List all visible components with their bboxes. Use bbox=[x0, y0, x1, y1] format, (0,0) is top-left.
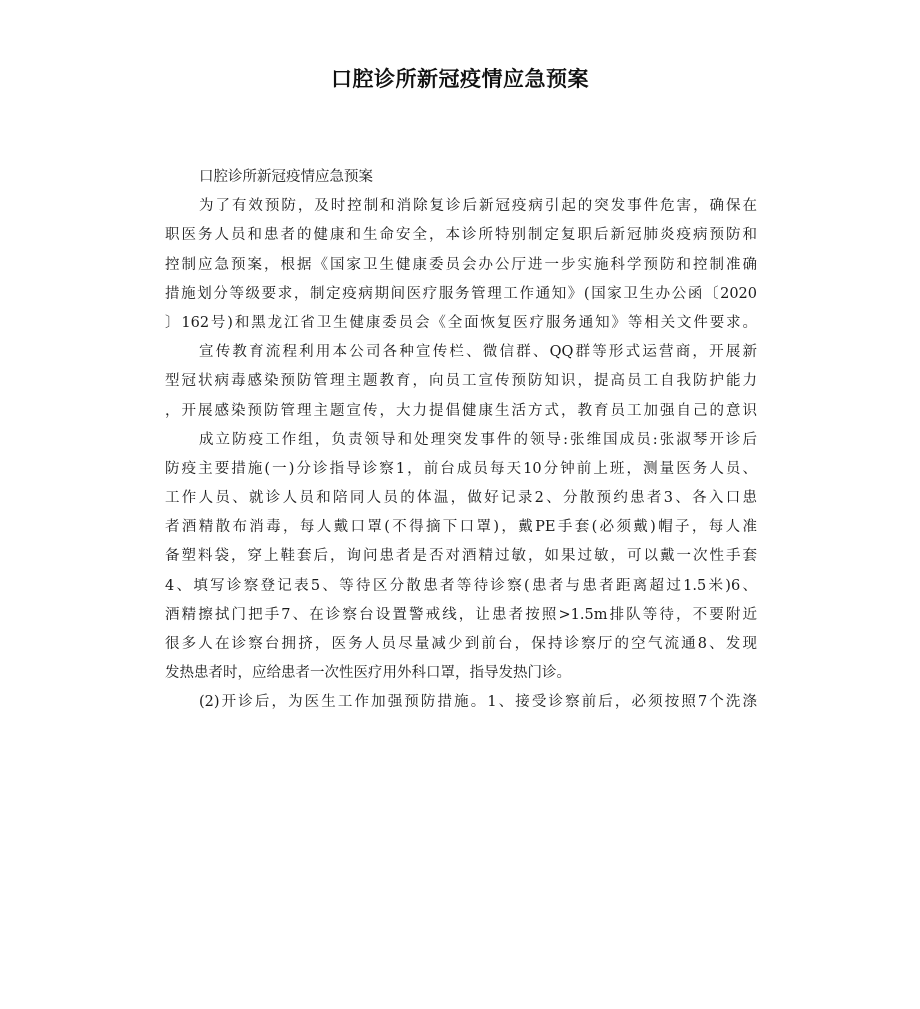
text-line: 控制应急预案，根据《国家卫生健康委员会办公厅进一步实施科学预防和控制准确 bbox=[165, 256, 757, 273]
text-line: 型冠状病毒感染预防管理主题教育，向员工宣传预防知识，提高员工自我防护能力 bbox=[165, 373, 757, 390]
text-line: ，开展感染预防管理主题宣传，大力提倡健康生活方式，教育员工加强自己的意识 bbox=[165, 402, 757, 419]
text-line: 防疫主要措施(一)分诊指导诊察1，前台成员每天10分钟前上班，测量医务人员、 bbox=[165, 460, 757, 477]
text-line: 备塑料袋，穿上鞋套后，询问患者是否对酒精过敏，如果过敏，可以戴一次性手套 bbox=[165, 548, 757, 565]
text-line: 很多人在诊察台拥挤，医务人员尽量减少到前台，保持诊察厅的空气流通8、发现 bbox=[165, 636, 757, 652]
text-line: 成立防疫工作组，负责领导和处理突发事件的领导:张维国成员:张淑琴开诊后 bbox=[199, 431, 757, 448]
document-title: 口腔诊所新冠疫情应急预案 bbox=[331, 67, 589, 91]
text-line: 口腔诊所新冠疫情应急预案 bbox=[199, 169, 373, 185]
text-line: 4、填写诊察登记表5、等待区分散患者等待诊察(患者与患者距离超过1.5米)6、 bbox=[165, 577, 757, 594]
text-line: 宣传教育流程利用本公司各种宣传栏、微信群、QQ群等形式运营商，开展新 bbox=[199, 344, 757, 361]
text-line: (2)开诊后，为医生工作加强预防措施。1、接受诊察前后，必须按照7个洗涤 bbox=[199, 694, 757, 711]
text-line: 〕162号)和黑龙江省卫生健康委员会《全面恢复医疗服务通知》等相关文件要求。 bbox=[165, 314, 757, 331]
text-line: 措施划分等级要求，制定疫病期间医疗服务管理工作通知》(国家卫生办公函〔2020 bbox=[165, 285, 757, 302]
text-line: 发热患者时，应给患者一次性医疗用外科口罩，指导发热门诊。 bbox=[165, 665, 571, 682]
text-line: 酒精擦拭门把手7、在诊察台设置警戒线，让患者按照>1.5m排队等待，不要附近 bbox=[165, 606, 757, 623]
text-line: 工作人员、就诊人员和陪同人员的体温，做好记录2、分散预约患者3、各入口患 bbox=[165, 490, 757, 507]
text-line: 者酒精散布消毒，每人戴口罩(不得摘下口罩)，戴PE手套(必须戴)帽子，每人准 bbox=[165, 519, 757, 536]
text-line: 职医务人员和患者的健康和生命安全，本诊所特别制定复职后新冠肺炎疫病预防和 bbox=[165, 227, 757, 244]
text-line: 为了有效预防，及时控制和消除复诊后新冠疫病引起的突发事件危害，确保在 bbox=[199, 198, 757, 215]
document-body bbox=[165, 163, 757, 718]
